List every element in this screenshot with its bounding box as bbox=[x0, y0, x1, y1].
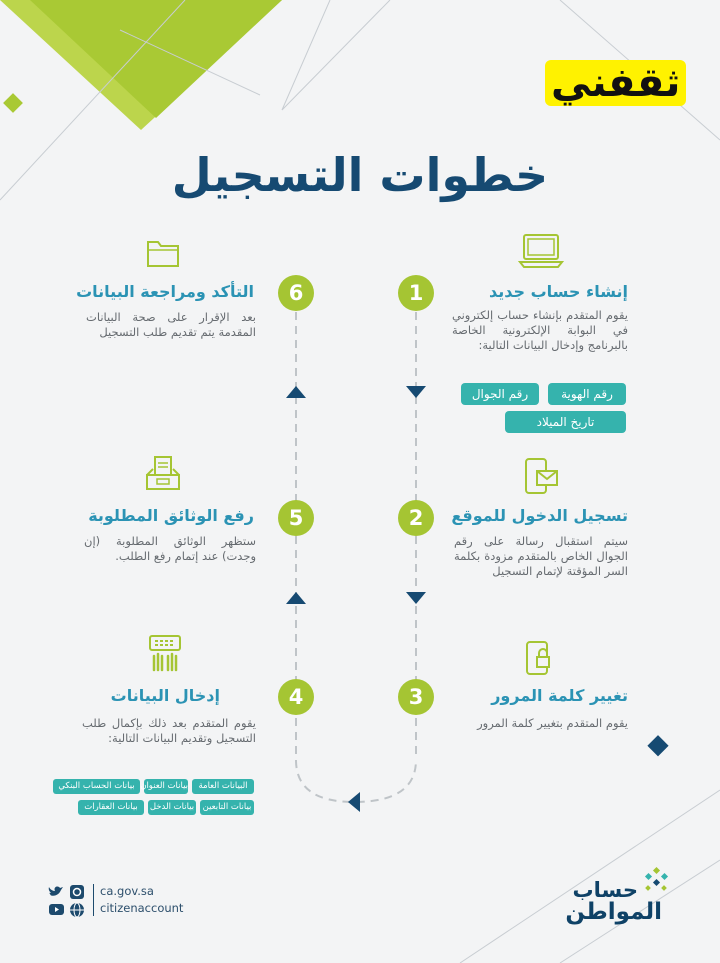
step-5-text: ستظهر الوثائق المطلوبة (إن وجدت) عند إتمام رفع الطلب. bbox=[84, 534, 256, 563]
step-5-title: رفع الوثائق المطلوبة bbox=[88, 506, 254, 525]
logo-line-1: حساب bbox=[572, 878, 638, 902]
youtube-icon[interactable] bbox=[49, 904, 64, 915]
citizen-account-logo-mark bbox=[640, 866, 672, 894]
page-title: خطوات التسجيل bbox=[171, 148, 549, 202]
field-pill-id-number: رقم الهوية bbox=[548, 383, 626, 405]
logo-line-2: المواطن bbox=[565, 899, 662, 925]
field-pill-dependents: بيانات التابعين bbox=[200, 800, 254, 815]
step-1-title: إنشاء حساب جديد bbox=[488, 282, 628, 301]
arrow-down-2 bbox=[406, 592, 426, 604]
globe-icon[interactable] bbox=[70, 903, 84, 917]
arrow-up-6 bbox=[286, 386, 306, 398]
step-4-title: إدخال البيانات bbox=[110, 686, 220, 705]
step-4-text: يقوم المتقدم بعد ذلك بإكمال طلب التسجيل وتقديم البيانات التالية: bbox=[82, 716, 256, 745]
arrow-up-5 bbox=[286, 592, 306, 604]
field-pill-address: بيانات العنوان bbox=[144, 779, 188, 794]
step-6-title: التأكد ومراجعة البيانات bbox=[76, 282, 254, 301]
social-icons bbox=[48, 884, 88, 918]
step-3-number: 3 bbox=[398, 679, 434, 715]
field-pill-mobile: رقم الجوال bbox=[461, 383, 539, 405]
step-2-title: تسجيل الدخول للموقع bbox=[451, 506, 628, 525]
step-6-text: بعد الإقرار على صحة البيانات المقدمة يتم تقديم طلب التسجيل bbox=[86, 310, 256, 339]
arrow-down-1 bbox=[406, 386, 426, 398]
twitter-icon[interactable] bbox=[49, 887, 63, 896]
field-pill-properties: بيانات العقارات bbox=[78, 800, 144, 815]
thaqafni-badge: ثقفني bbox=[545, 60, 686, 106]
instagram-icon[interactable] bbox=[70, 885, 84, 899]
field-pill-income: بيانات الدخل bbox=[148, 800, 196, 815]
folder-icon bbox=[146, 238, 180, 268]
green-diamond-decoration bbox=[3, 93, 23, 113]
step-5-number: 5 bbox=[278, 500, 314, 536]
field-pill-general: البيانات العامة bbox=[192, 779, 254, 794]
step-1-text: يقوم المتقدم بإنشاء حساب إلكتروني في البوابة الإلكترونية الخاصة بالبرنامج وإدخال البيانات التالية: bbox=[452, 308, 628, 352]
step-3-text: يقوم المتقدم بتغيير كلمة المرور bbox=[477, 716, 628, 730]
keyboard-icon bbox=[148, 632, 182, 672]
field-pill-bank: بيانات الحساب البنكي bbox=[53, 779, 140, 794]
mobile-lock-icon bbox=[525, 640, 553, 676]
step-6-number: 6 bbox=[278, 275, 314, 311]
step-2-number: 2 bbox=[398, 500, 434, 536]
step-3-title: تغيير كلمة المرور bbox=[491, 686, 628, 705]
field-pill-birthdate: تاريخ الميلاد bbox=[505, 411, 626, 433]
document-tray-icon bbox=[145, 455, 181, 491]
mobile-message-icon bbox=[523, 457, 559, 495]
website-link[interactable]: ca.gov.sa bbox=[100, 884, 154, 898]
step-1-number: 1 bbox=[398, 275, 434, 311]
footer-divider bbox=[93, 884, 94, 916]
navy-diamond-decoration bbox=[647, 735, 668, 756]
arrow-left-curve bbox=[348, 792, 360, 812]
step-4-number: 4 bbox=[278, 679, 314, 715]
step-2-text: سيتم استقبال رسالة على رقم الجوال الخاص بالمتقدم مزودة بكلمة السر المؤقتة لإتمام التسجيل bbox=[454, 534, 628, 578]
laptop-icon bbox=[518, 232, 564, 270]
social-handle[interactable]: citizenaccount bbox=[100, 901, 184, 915]
